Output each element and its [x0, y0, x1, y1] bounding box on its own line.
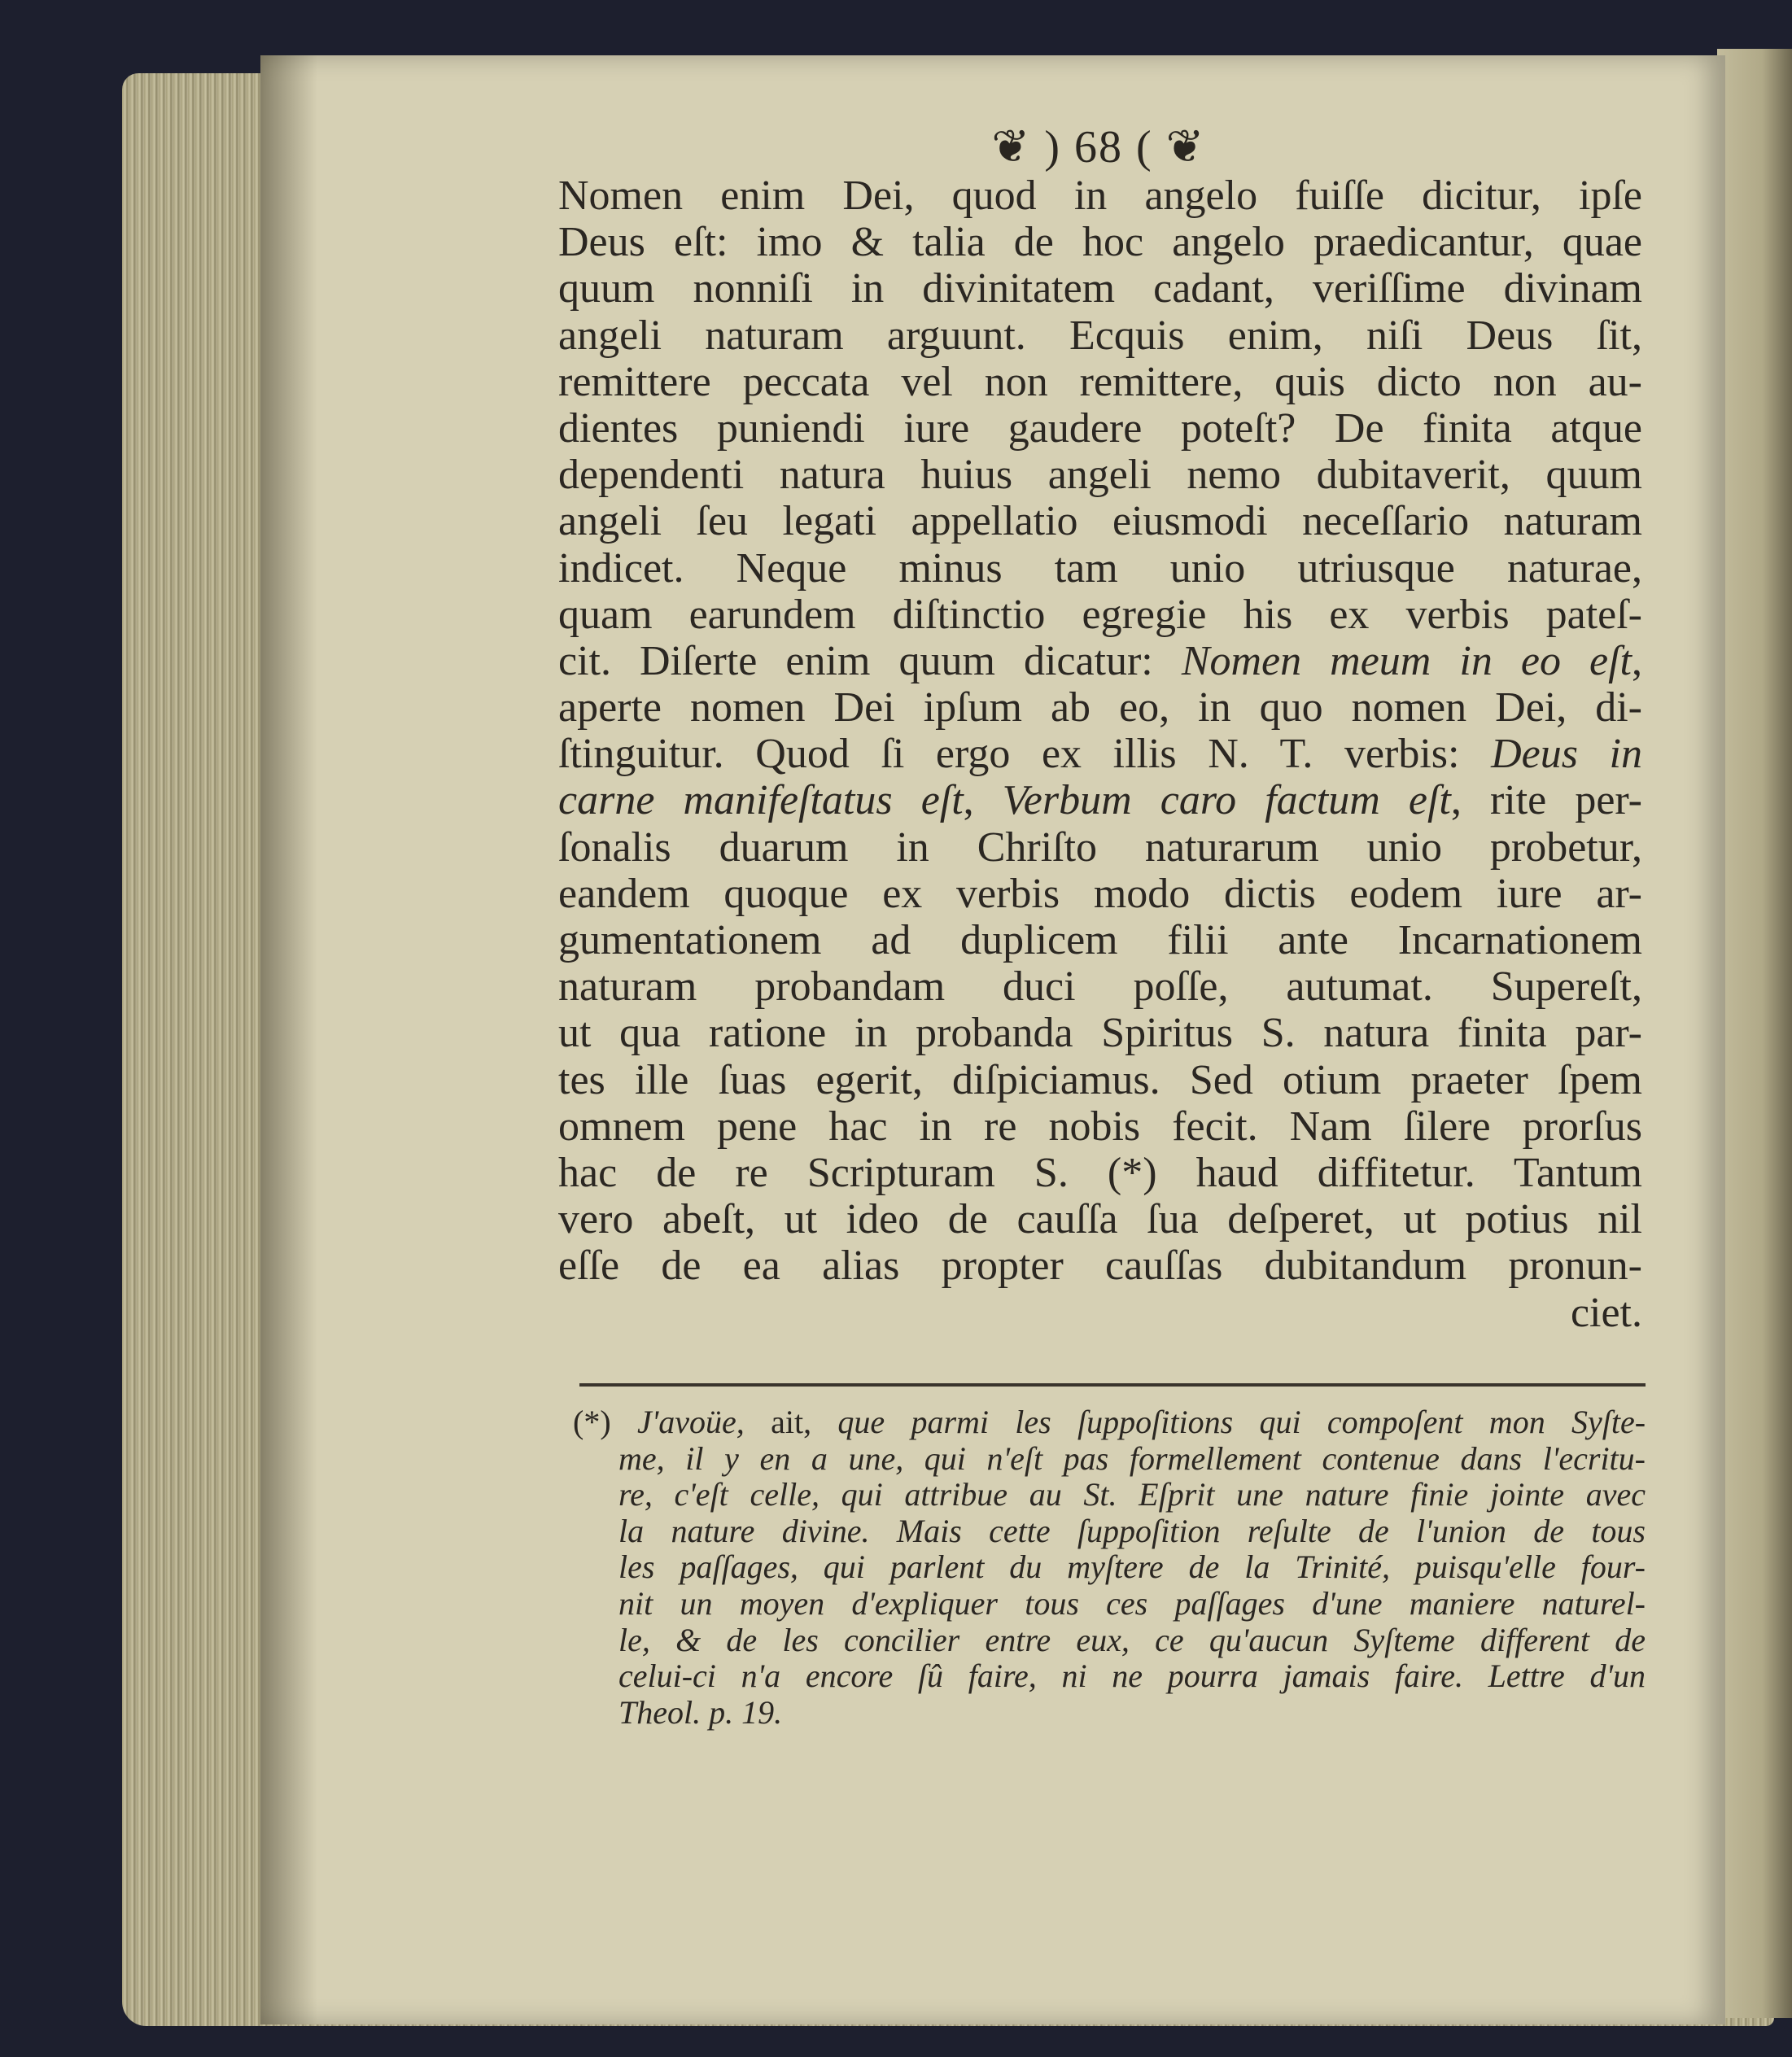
text-line-11: cit. Diſerte enim quum dicatur: Nomen meum in eo eſt,	[558, 637, 1642, 684]
text-line-23: vero abeſt, ut ideo de cauſſa ſua deſperet, ut potius nil	[558, 1196, 1642, 1243]
footnote-line-2: me, il y en a une, qui n'eſt pas formellement contenue dans l'ecritu-	[618, 1439, 1646, 1477]
running-header	[944, 120, 1253, 173]
quote-italic: Deus in	[1491, 731, 1642, 778]
text-line-16: eandem quoque ex verbis modo dictis eodem iure ar-	[558, 870, 1642, 917]
text-line-7: dependenti natura huius angeli nemo dubitaverit, quum	[558, 452, 1642, 499]
text-line-1: Nomen enim Dei, quod in angelo fuiſſe dicitur, ipſe	[558, 173, 1642, 219]
footnote-rule	[579, 1383, 1646, 1387]
footnote-line-1: (*) J'avoüe, ait, que parmi les ſuppoſitions qui compoſent mon Syſte-	[573, 1404, 1646, 1440]
text-line-10: quam earundem diſtinctio egregie his ex verbis pateſ-	[558, 591, 1642, 638]
text-line-22: hac de re Scripturam S. (*) haud diffitetur. Tantum	[558, 1149, 1642, 1196]
text-line-17: gumentationem ad duplicem filii ante Incarnationem	[558, 917, 1642, 963]
footnote-line-5: les paſſages, qui parlent du myſtere de la Trinité, puisqu'elle four-	[618, 1548, 1646, 1586]
text-line-8: angeli ſeu legati appellatio eiusmodi neceſſario naturam	[558, 498, 1642, 545]
ornament-left: ❦	[991, 122, 1032, 173]
quote-italic: carne manifeſtatus eſt	[558, 777, 964, 824]
text-line-15: ſonalis duarum in Chriſto naturarum unio probetur,	[558, 823, 1642, 871]
text-line-12: aperte nomen Dei ipſum ab eo, in quo nomen Dei, di-	[558, 684, 1642, 732]
text-line-3: quum nonniſi in divinitatem cadant, veriſſime divinam	[558, 265, 1642, 312]
text-line-6: dientes puniendi iure gaudere poteſt? De finita atque	[558, 404, 1642, 452]
text-line-5: remittere peccata vel non remittere, quis dicto non au-	[558, 358, 1642, 405]
footnote	[573, 1404, 1646, 1731]
text-line-4: angeli naturam arguunt. Ecquis enim, niſi Deus ſit,	[558, 312, 1642, 359]
text-line-13: ſtinguitur. Quod ſi ergo ex illis N. T. verbis: Deus in	[558, 731, 1642, 778]
footnote-line-6: nit un moyen d'expliquer tous ces paſſages d'une maniere naturel-	[618, 1584, 1646, 1622]
text-line-9: indicet. Neque minus tam unio utriusque naturae,	[558, 544, 1642, 592]
footnote-marker: (*)	[573, 1404, 611, 1440]
facing-page-edge	[1717, 49, 1792, 2018]
text-line-14: carne manifeſtatus eſt, Verbum caro factum eſt, rite per-	[558, 777, 1643, 824]
catchword: ciet.	[1570, 1289, 1642, 1336]
ornament-right: ❦	[1165, 122, 1206, 173]
quote-italic: Nomen meum in eo eſt	[1181, 637, 1632, 684]
footnote-line-7: le, & de les concilier entre eux, ce qu'aucun Syſteme different de	[618, 1621, 1646, 1658]
footnote-citation: Theol. p. 19.	[618, 1693, 783, 1731]
text-line-19: ut qua ratione in probanda Spiritus S. natura finita par-	[558, 1010, 1642, 1057]
text-line-20: tes ille ſuas egerit, diſpiciamus. Sed otium praeter ſpem	[558, 1056, 1642, 1103]
footnote-line-4: la nature divine. Mais cette ſuppoſition reſulte de l'union de tous	[618, 1512, 1646, 1549]
footnote-line-8: celui-ci n'a encore ſû faire, ni ne pourra jamais faire. Lettre d'un	[618, 1657, 1646, 1695]
text-line-2: Deus eſt: imo & talia de hoc angelo praedicantur, quae	[558, 219, 1642, 266]
main-text	[558, 173, 1642, 1336]
page-number: ) 68 (	[1044, 122, 1153, 173]
text-line-24: eſſe de ea alias propter cauſſas dubitandum pronun-	[558, 1242, 1642, 1290]
gutter-shadow	[260, 55, 317, 2024]
footnote-line-3: re, c'eſt celle, qui attribue au St. Eſprit une nature finie jointe avec	[618, 1476, 1646, 1513]
text-line-21: omnem pene hac in re nobis fecit. Nam ſilere prorſus	[558, 1103, 1642, 1150]
text-line-18: naturam probandam duci poſſe, autumat. Supereſt,	[558, 963, 1642, 1011]
quote-italic: Verbum caro factum eſt	[1002, 777, 1451, 824]
